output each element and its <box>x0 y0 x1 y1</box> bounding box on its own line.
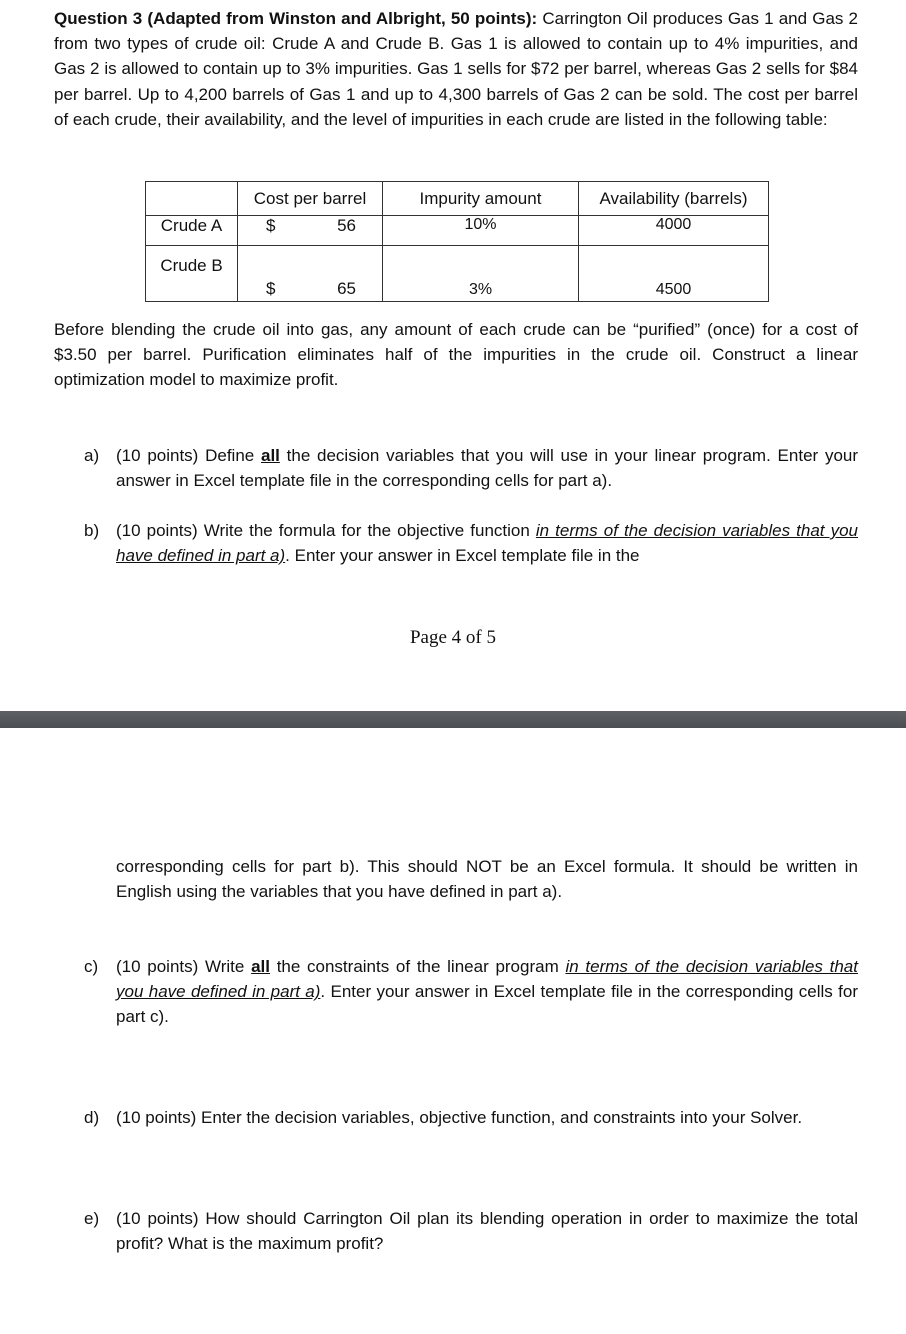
impurity-cell: 3% <box>383 246 579 302</box>
part-a-suffix: the decision variables that you will use in your linear program. Enter your answer in Excel template file in the corresponding cells for part a). <box>116 446 859 491</box>
table-row <box>146 216 769 246</box>
part-a-text <box>116 443 858 493</box>
purification-paragraph: Before blending the crude oil into gas, any amount of each crude can be “purified” (once) for a cost of $3.50 per barrel. Purification eliminates half of the impurities in the crude oil. Construct a linear optimization model to maximize profit. <box>54 320 858 390</box>
part-e-text: (10 points) How should Carrington Oil plan its blending operation in order to maximize the total profit? What is the maximum profit? <box>116 1209 858 1254</box>
row-label: Crude B <box>146 246 238 302</box>
availability-cell: 4000 <box>579 216 769 246</box>
page-divider <box>0 711 906 728</box>
part-b-prefix: (10 points) Write the formula for the objective function <box>116 521 536 540</box>
part-c-emphasis: in terms of the decision variables that you have defined in part a) <box>116 957 858 1002</box>
part-marker: a) <box>84 446 100 465</box>
page-number: Page 4 of 5 <box>409 627 496 648</box>
availability-cell: 4500 <box>579 246 769 302</box>
header-cost: Cost per barrel <box>238 182 383 216</box>
header-availability: Availability (barrels) <box>579 182 769 216</box>
crude-table <box>145 181 769 302</box>
part-marker: b) <box>84 521 100 540</box>
part-a-emphasis: all <box>260 446 280 465</box>
table-header-row <box>146 182 769 216</box>
table-row <box>146 246 769 302</box>
cost-cell <box>238 216 383 246</box>
part-c-emphasis-all: all <box>251 957 270 976</box>
header-impurity: Impurity amount <box>383 182 579 216</box>
question-intro <box>54 6 858 132</box>
part-a-prefix: (10 points) Define <box>116 446 261 465</box>
part-c-middle: the constraints of the linear program <box>269 957 566 976</box>
part-c-text <box>116 954 858 1030</box>
cost-value: 56 <box>337 216 356 235</box>
part-b-text <box>116 518 858 568</box>
part-marker: d) <box>84 1108 100 1127</box>
part-b-suffix: . Enter your answer in Excel template file in the <box>285 546 640 566</box>
currency-symbol: $ <box>266 279 276 298</box>
cost-cell <box>238 246 383 302</box>
table-header-blank <box>146 182 238 216</box>
cost-value: 65 <box>337 279 356 298</box>
impurity-cell: 10% <box>383 216 579 246</box>
row-label: Crude A <box>146 216 238 246</box>
question-heading: Question 3 (Adapted from Winston and Albright, 50 points): <box>54 9 538 28</box>
part-marker: e) <box>84 1209 100 1228</box>
currency-symbol: $ <box>266 216 276 235</box>
question-text: Carrington Oil produces Gas 1 and Gas 2 from two types of crude oil: Crude A and Crude B. Gas 1 is allowed to contain up to 4% impurities, and Gas 2 is allowed to contain up to 3% impurities. Gas 1 sells for $72 per barrel, whereas Gas 2 sells for $84 per barrel. Up to 4,200 barrels of Gas 1 and up to 4,300 barrels of Gas 2 can be sold. The cost per barrel of each crude, their availability, and the level of impurities in each crude are listed in the following table: <box>54 9 858 129</box>
part-c-prefix: (10 points) Write <box>116 957 252 976</box>
part-c-suffix: . Enter your answer in Excel template file in the corresponding cells for part c). <box>116 982 858 1027</box>
part-b-continuation: corresponding cells for part b). This should NOT be an Excel formula. It should be written in English using the variables that you have defined in part a). <box>116 857 858 902</box>
part-d-text: (10 points) Enter the decision variables, objective function, and constraints into your Solver. <box>116 1108 803 1127</box>
part-marker: c) <box>84 957 99 976</box>
part-b-emphasis: in terms of the decision variables that you have defined in part a) <box>116 521 858 566</box>
